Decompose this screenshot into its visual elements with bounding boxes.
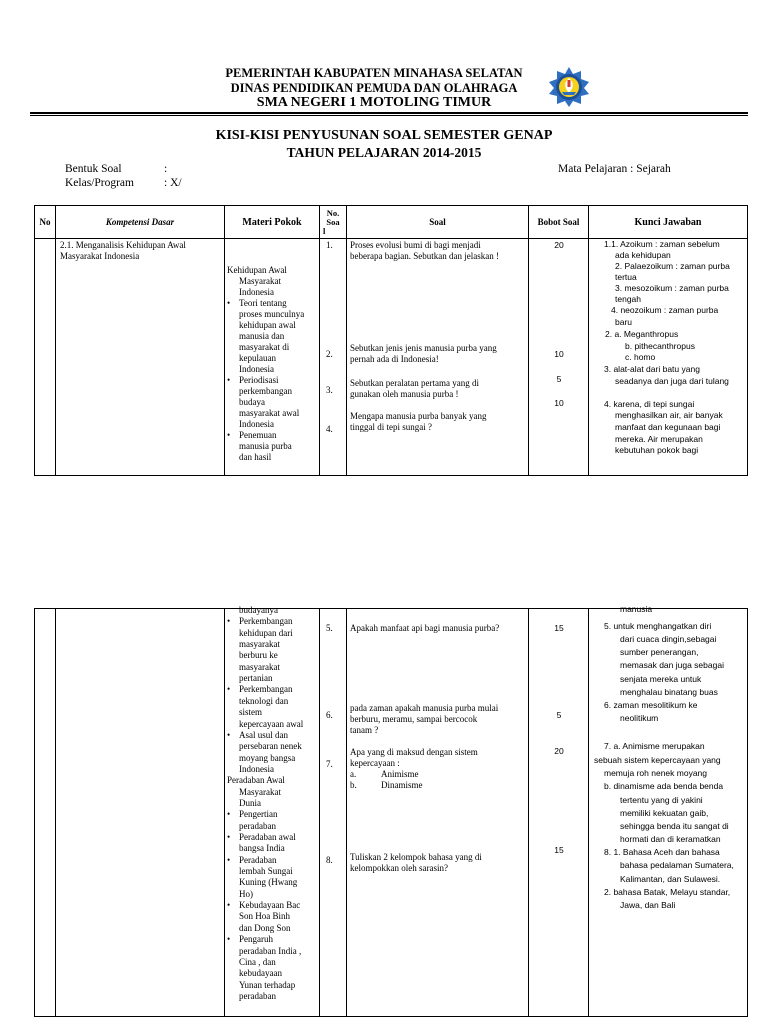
kelas-program-label: Kelas/Program (65, 177, 134, 189)
table-row (35, 239, 748, 476)
kop-line-2: DINAS PENDIDIKAN PEMUDA DAN OLAHRAGA (230, 81, 518, 95)
cell-kunci (589, 239, 748, 476)
materi-line: • Periodisasi (239, 375, 279, 386)
cell-no (35, 609, 56, 1017)
kunci-line: bahasa pedalaman Sumatera, (620, 860, 734, 870)
kunci-line: memiliki kekuatan gaib, (620, 808, 709, 818)
cell-bobot (529, 609, 589, 1017)
col-header-no-soal (320, 206, 347, 239)
col-header-no: No (35, 206, 56, 239)
kunci-line: hormati dan di keramatkan (620, 834, 721, 844)
materi-line: budayanya (239, 605, 278, 615)
kunci-line: manusia (620, 604, 653, 614)
materi-line: • Peradaban (239, 855, 276, 866)
kunci-line: 6. zaman mesolitikum ke (604, 700, 698, 710)
cell-kunci (589, 604, 748, 1017)
soal-text-line: beberapa bagian. Sebutkan dan jelaskan ! (350, 251, 499, 261)
kisi-table-page-2 (34, 604, 748, 1017)
cell-materi (225, 239, 320, 476)
materi-line: kehidupan awal (239, 320, 296, 330)
materi-line: Yunan terhadap (239, 979, 296, 990)
bobot-value: 10 (554, 398, 564, 408)
kunci-line: tertentu yang di yakini (620, 795, 703, 805)
materi-line: dan hasil (239, 452, 272, 462)
materi-line: • Asal usul dan (239, 730, 288, 741)
cell-no-soal (320, 609, 347, 1017)
materi-line: • Perkembangan (239, 684, 292, 695)
materi-line: • Pengaruh (239, 934, 273, 945)
materi-line: Dunia (239, 797, 261, 808)
soal-number: 3. (326, 385, 333, 395)
materi-line: kepercayaan awal (239, 718, 304, 729)
materi-line: dan Dong Son (239, 922, 291, 933)
soal-7-opt-a-letter: a. (350, 769, 357, 779)
materi-line: Indonesia (239, 419, 274, 429)
kop-line-3: SMA NEGERI 1 MOTOLING TIMUR (256, 95, 492, 110)
kunci-line: menghasilkan air, air banyak (615, 410, 723, 420)
soal-text-line: Proses evolusi bumi di bagi menjadi (350, 240, 481, 250)
kunci-line: 3. mesozoikum : zaman purba (615, 283, 729, 293)
kunci-line: Kalimantan, dan Sulawesi. (620, 874, 721, 884)
soal-7-opt-b-text: Dinamisme (381, 780, 423, 790)
materi-line: • Pengertian (239, 809, 278, 820)
kunci-line: memuja roh nenek moyang (604, 768, 708, 778)
soal-5: Apakah manfaat api bagi manusia purba? (350, 623, 500, 633)
table-header-row (35, 206, 748, 239)
cell-no (35, 239, 56, 476)
cell-no-soal (320, 239, 347, 476)
materi-line: • Perkembangan (239, 616, 292, 627)
materi-line: Ho) (239, 888, 253, 899)
kunci-line: kebutuhan pokok bagi (615, 445, 699, 455)
bentuk-soal-label: Bentuk Soal (65, 163, 122, 175)
kunci-line: 5. untuk menghangatkan diri (604, 621, 712, 631)
kunci-line: b. pithecanthropus (625, 341, 695, 351)
soal-number: 8. (326, 855, 333, 865)
materi-line: Masyarakat (239, 786, 281, 797)
materi-line: Indonesia (239, 287, 274, 297)
materi-line: Indonesia (239, 763, 274, 774)
doc-subtitle: TAHUN PELAJARAN 2014-2015 (286, 145, 482, 160)
materi-line: sistem (239, 707, 263, 718)
kunci-line: memasak dan juga sebagai (620, 660, 724, 670)
tut-wuri-handayani-logo-icon (548, 66, 590, 108)
materi-line: budaya (239, 397, 265, 407)
col-header-kompetensi: Kompetensi Dasar (56, 206, 225, 239)
materi-line: manusia dan (239, 331, 285, 341)
soal-8-line-2: kelompokkan oleh sarasin? (350, 863, 448, 873)
soal-number: 1. (326, 240, 333, 250)
soal-6-line-1: pada zaman apakah manusia purba mulai (350, 703, 499, 713)
table-row (35, 609, 748, 1017)
kunci-line: ada kehidupan (615, 250, 671, 260)
soal-number: 2. (326, 349, 333, 359)
materi-line: perkembangan (239, 386, 292, 396)
materi-line: kehidupan dari (239, 627, 293, 638)
kunci-line: 8. 1. Bahasa Aceh dan bahasa (604, 847, 720, 857)
mata-pelajaran: Mata Pelajaran : Sejarah (558, 163, 671, 175)
soal-7-opt-b-letter: b. (350, 780, 357, 790)
soal-6-line-2: berburu, meramu, sampai bercocok (350, 714, 478, 724)
materi-heading: Kehidupan Awal (227, 265, 287, 275)
materi-line: Cina , dan (239, 956, 276, 967)
materi-line: peradaban (239, 820, 276, 831)
kunci-line: b. dinamisme ada benda benda (604, 781, 724, 791)
kunci-line: menghalau binatang buas (620, 687, 718, 697)
soal-7-opt-a-text: Animisme (381, 769, 419, 779)
kunci-line: tengah (615, 294, 641, 304)
materi-line: manusia purba (239, 441, 292, 451)
kop-line-1: PEMERINTAH KABUPATEN MINAHASA SELATAN (225, 66, 523, 80)
doc-title: KISI-KISI PENYUSUNAN SOAL SEMESTER GENAP (215, 128, 553, 143)
no-soal-line-2: Soa (326, 216, 340, 227)
soal-8-line-1: Tuliskan 2 kelompok bahasa yang di (350, 852, 482, 862)
materi-line: Son Hoa Binh (239, 911, 291, 922)
kunci-line: sebuah sistem kepercayaan yang (594, 755, 721, 765)
materi-line: Indonesia (239, 364, 274, 374)
kunci-line: 7. a. Animisme merupakan (604, 741, 705, 751)
materi-line: teknologi dan (239, 695, 289, 706)
kunci-line: 3. alat-alat dari batu yang (604, 364, 700, 374)
kunci-line: mereka. Air merupakan (615, 434, 703, 444)
kop-rule-thick (30, 112, 748, 114)
soal-text-line: tinggal di tepi sungai ? (350, 422, 432, 432)
bobot-value: 10 (554, 349, 564, 359)
bobot-value: 15 (554, 623, 564, 633)
no-soal-line-1: No. (326, 207, 340, 218)
soal-number: 4. (326, 424, 333, 434)
kunci-line: sehingga benda itu sangat di (620, 821, 729, 831)
kunci-line: 2. bahasa Batak, Melayu standar, (604, 887, 731, 897)
materi-line: Masyarakat (239, 276, 281, 286)
kelas-program-value: : X/ (164, 177, 182, 189)
materi-line: moyang bangsa (239, 752, 296, 763)
soal-text-line: Mengapa manusia purba banyak yang (350, 411, 487, 421)
kunci-line: baru (615, 317, 633, 327)
materi-line: bangsa India (239, 843, 285, 854)
kunci-line: 4. karena, di tepi sungai (604, 399, 695, 409)
kunci-line: dari cuaca dingin,sebagai (620, 634, 717, 644)
materi-line: lembah Sungai (239, 866, 293, 877)
kunci-line: manfaat dan kegunaan bagi (615, 422, 721, 432)
soal-number: 7. (326, 759, 333, 769)
materi-line: • Penemuan (239, 430, 277, 441)
cell-kompetensi (56, 239, 225, 476)
soal-text-line: gunakan oleh manusia purba ! (350, 389, 459, 399)
col-header-kunci: Kunci Jawaban (589, 206, 748, 239)
soal-number: 5. (326, 623, 333, 633)
kunci-line: c. homo (625, 352, 656, 362)
bentuk-soal-value: : (164, 163, 168, 175)
col-header-bobot: Bobot Soal (529, 206, 589, 239)
materi-line: persebaran nenek (239, 741, 302, 752)
materi-line: • Kebudayaan Bac (239, 900, 300, 911)
materi-line: peradaban (239, 990, 276, 1001)
soal-number: 6. (326, 710, 333, 720)
materi-line: Peradaban Awal (227, 775, 285, 786)
kunci-line: seadanya dan juga dari tulang (615, 376, 729, 386)
kunci-line: 1.1. Azoikum : zaman sebelum (604, 239, 720, 249)
bobot-value: 15 (554, 845, 564, 855)
materi-line: masyarakat di (239, 342, 290, 352)
soal-text-line: Sebutkan peralatan pertama yang di (350, 378, 479, 388)
kunci-line: 4. neozoikum : zaman purba (611, 305, 719, 315)
materi-line: kebudayaan (239, 968, 282, 979)
kisi-table-page-1 (34, 205, 748, 476)
soal-text-line: pernah ada di Indonesia! (350, 354, 439, 364)
materi-line: berburu ke (239, 650, 278, 661)
kunci-line: Jawa, dan Bali (620, 900, 676, 910)
cell-bobot (529, 239, 589, 476)
soal-6-line-3: tanam ? (350, 725, 379, 735)
kunci-line: tertua (615, 272, 637, 282)
bobot-value: 20 (554, 240, 564, 250)
soal-7-line-1: Apa yang di maksud dengan sistem (350, 747, 478, 757)
materi-line: masyarakat awal (239, 408, 300, 418)
kd-line-2: Masyarakat Indonesia (60, 251, 140, 261)
bobot-value: 20 (554, 746, 564, 756)
materi-line: masyarakat (239, 639, 280, 650)
soal-text-line: Sebutkan jenis jenis manusia purba yang (350, 343, 497, 353)
materi-line: kepulauan (239, 353, 276, 363)
cell-materi (225, 605, 320, 1017)
materi-line: masyarakat (239, 661, 280, 672)
cell-soal (347, 239, 529, 476)
soal-7-line-2: kepercayaan : (350, 758, 400, 768)
materi-line: • Teori tentang (239, 298, 287, 309)
kunci-line: neolitikum (620, 713, 659, 723)
materi-line: peradaban India , (239, 945, 302, 956)
bobot-value: 5 (556, 710, 562, 720)
materi-line: proses munculnya (239, 309, 305, 319)
bobot-value: 5 (556, 374, 562, 384)
materi-line: pertanian (239, 673, 273, 684)
kunci-line: sumber penerangan, (620, 647, 699, 657)
col-header-soal: Soal (347, 206, 529, 239)
kunci-line: 2. Palaezoikum : zaman purba (615, 261, 730, 271)
materi-line: Kuning (Hwang (239, 877, 298, 888)
no-soal-line-3: l (323, 225, 326, 236)
kd-line-1: 2.1. Menganalisis Kehidupan Awal (60, 240, 186, 250)
materi-line: • Peradaban awal (239, 832, 296, 843)
cell-soal (347, 609, 529, 1017)
cell-kompetensi (56, 609, 225, 1017)
col-header-materi: Materi Pokok (225, 206, 320, 239)
kunci-line: senjata mereka untuk (620, 674, 702, 684)
kop-rule-thin (30, 115, 748, 116)
kunci-line: 2. a. Meganthropus (605, 329, 679, 339)
